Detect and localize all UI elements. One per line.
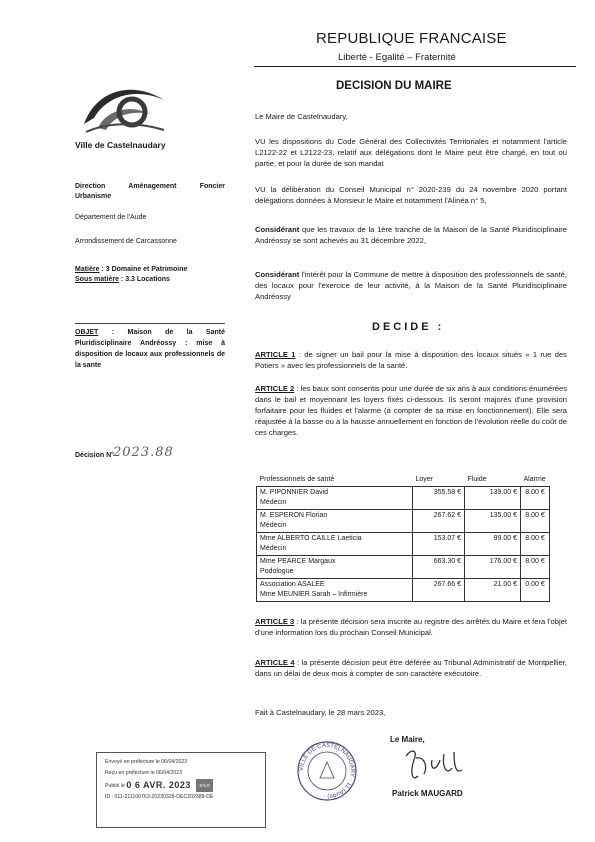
article-1 (255, 349, 567, 371)
stamp-published-date: 0 6 AVR. 2023 (126, 780, 191, 790)
col-header: Alarme (523, 475, 546, 483)
table-row (257, 556, 550, 579)
sous-matiere-label: Sous matière (75, 276, 119, 283)
matiere (75, 265, 225, 275)
cell-name: M. ESPERON Florian (260, 512, 328, 519)
mayor-name: Patrick MAUGARD (392, 789, 463, 798)
rent-table (256, 472, 550, 602)
sous-matiere (75, 275, 225, 285)
article-text: : la présente décision peut être déférée au Tribunal Administratif de Montpellier, dans un délai de deux mois à compter de son caractère exécutoire. (255, 658, 567, 678)
objet-text: : Maison de la Santé Pluridisciplinaire Andréossy : mise à disposition de locaux aux professionnels de la sante (75, 329, 225, 369)
decision-number-value: 2023.88 (113, 445, 174, 460)
article-2 (255, 383, 567, 438)
cell-fluide: 135.00 € (465, 510, 521, 533)
cell-role: Médecin (260, 499, 287, 506)
cell-loyer: 267.62 € (413, 510, 465, 533)
cell-role: Médecin (260, 522, 287, 529)
cell-alarme: 8.00 € (521, 533, 550, 556)
vu-paragraph-2: VU la délibération du Conseil Municipal n° 2020-239 du 24 novembre 2020 portant délégations données à Monsieur le Maire et notamment l'Alinéa n° 5, (255, 185, 567, 205)
col-header: Loyer (415, 475, 434, 483)
considerant-paragraph-2 (255, 269, 567, 302)
decide-heading: DECIDE : (372, 321, 445, 333)
city-logo (78, 72, 168, 138)
vu-paragraph-1: VU les dispositions du Code Général des Collectivités Territoriales et notamment l'article L2122-22 et L2122-23, relatif aux délégations dont le Maire peut être chargé, en tout ou partie, et pour la durée de son mandat (255, 137, 567, 168)
cell-fluide: 99.00 € (465, 533, 521, 556)
table-row (257, 487, 550, 510)
stamp-id: ID : 011-211100763-20230328-DEC202388-DE (105, 794, 214, 800)
arrondissement: Arrondissement de Carcassonne (75, 238, 177, 245)
article-4 (255, 657, 567, 679)
republic-motto: Liberté - Egalité – Fraternité (338, 52, 456, 63)
objet-block (75, 327, 225, 371)
decision-title: DECISION DU MAIRE (336, 80, 452, 92)
table-row (257, 510, 550, 533)
cell-fluide: 139.00 € (465, 487, 521, 510)
handwritten-signature (402, 746, 466, 786)
objet-divider (75, 323, 225, 324)
sous-matiere-value: : 3.3 Locations (118, 276, 170, 283)
cell-name: Association ASALEE (260, 581, 325, 588)
matiere-label: Matière (75, 266, 100, 273)
cell-name: M. PIPONNIER David (260, 489, 329, 496)
considerant-label: Considérant (255, 270, 300, 279)
col-header: Fluide (467, 475, 487, 483)
cell-role: Podologue (260, 568, 294, 575)
signature-title: Le Maire, (390, 735, 425, 744)
cell-fluide: 21.00 € (465, 579, 521, 602)
cell-name: Mme PEARCE Margaux (260, 558, 336, 565)
stamp-received: Reçu en préfecture le 06/04/2023 (105, 770, 183, 776)
considerant-text: que les travaux de la 1ère tranche de la Maison de la Santé Pluridisciplinaire Andréossy se sont achevés au 31 décembre 2022, (255, 225, 567, 245)
cell-loyer: 267.66 € (413, 579, 465, 602)
table-row (257, 533, 550, 556)
article-3 (255, 616, 567, 638)
header-divider (254, 66, 576, 67)
cell-loyer: 663.30 € (413, 556, 465, 579)
article-label: ARTICLE 2 (255, 384, 295, 393)
cell-alarme: 8.00 € (521, 487, 550, 510)
cell-alarme: 8.00 € (521, 510, 550, 533)
stamp-published (105, 779, 265, 792)
fait-line: Fait à Castelnaudary, le 28 mars 2023, (255, 708, 386, 717)
city-seal (296, 740, 358, 802)
departement: Département de l'Aude (75, 214, 147, 221)
table-header-row (257, 472, 550, 487)
prefecture-stamp (96, 752, 266, 828)
cell-professional (257, 487, 413, 510)
matiere-value: : 3 Domaine et Patrimoine (99, 266, 188, 273)
cell-loyer: 355.58 € (413, 487, 465, 510)
article-text: : la présente décision sera inscrite au registre des arrêtés du Maire et fera l'objet d'une information lors du prochain Conseil Municipal. (255, 617, 567, 637)
col-header: Professionnels de santé (259, 475, 335, 483)
stamp-sent: Envoyé en préfecture le 06/04/2023 (105, 759, 188, 765)
article-text: : de signer un bail pour la mise à disposition des locaux situés « 1 rue des Potiers » avec les professionnels de la santé. (255, 350, 567, 370)
article-text: : les baux sont consentis pour une durée de six ans à aux conditions énumérées dans le bail et moyennant les loyers fixés ci-dessous. Ils seront majorés d'une provision forfaitaire pour les fluides et l'alarme (à compter de sa mise en fonctionnement). Elle sera réajustée à la basse ou à la hausse annuellement en fonction de l'évolution réelle du coût de ces charges. (255, 384, 567, 437)
article-label: ARTICLE 4 (255, 658, 295, 667)
cell-role: Médecin (260, 545, 287, 552)
cell-alarme: 8.00 € (521, 556, 550, 579)
direction-line1: Direction Aménagement Foncier (75, 183, 225, 190)
considerant-text: l'intérêt pour la Commune de mettre à disposition des professionnels de santé, des locaux pour l'exercice de leur activité, à la Maison de la Santé Pluridisciplinaire Andréossy (255, 270, 567, 301)
cell-name: Mme ALBERTO CAILLE Laeticia (260, 535, 362, 542)
stamp-tag: S²LO (196, 779, 213, 792)
table-row (257, 579, 550, 602)
lead-line: Le Maire de Castelnaudary, (255, 112, 348, 121)
cell-alarme: 0.00 € (521, 579, 550, 602)
direction-line2: Urbanisme (75, 193, 112, 200)
considerant-label: Considérant (255, 225, 300, 234)
cell-fluide: 176.00 € (465, 556, 521, 579)
article-label: ARTICLE 1 (255, 350, 296, 359)
article-label: ARTICLE 3 (255, 617, 295, 626)
objet-label: OBJET (75, 329, 99, 336)
decision-number-label: Décision N° (75, 452, 114, 459)
cell-professional (257, 556, 413, 579)
city-name: Ville de Castelnaudary (75, 140, 166, 150)
considerant-paragraph-1 (255, 224, 567, 246)
stamp-published-label: Publié le (105, 782, 125, 789)
cell-professional (257, 579, 413, 602)
seal-text: VILLE DE CASTELNAUDARY · 11 (Aude) · (298, 742, 356, 800)
svg-text:VILLE DE CASTELNAUDARY · 11 (A (299, 743, 355, 799)
republic-title: REPUBLIQUE FRANCAISE (316, 30, 507, 47)
cell-role: Mme MEUNIER Sarah – Infirmière (260, 591, 368, 598)
cell-professional (257, 510, 413, 533)
cell-professional (257, 533, 413, 556)
cell-loyer: 153.07 € (413, 533, 465, 556)
